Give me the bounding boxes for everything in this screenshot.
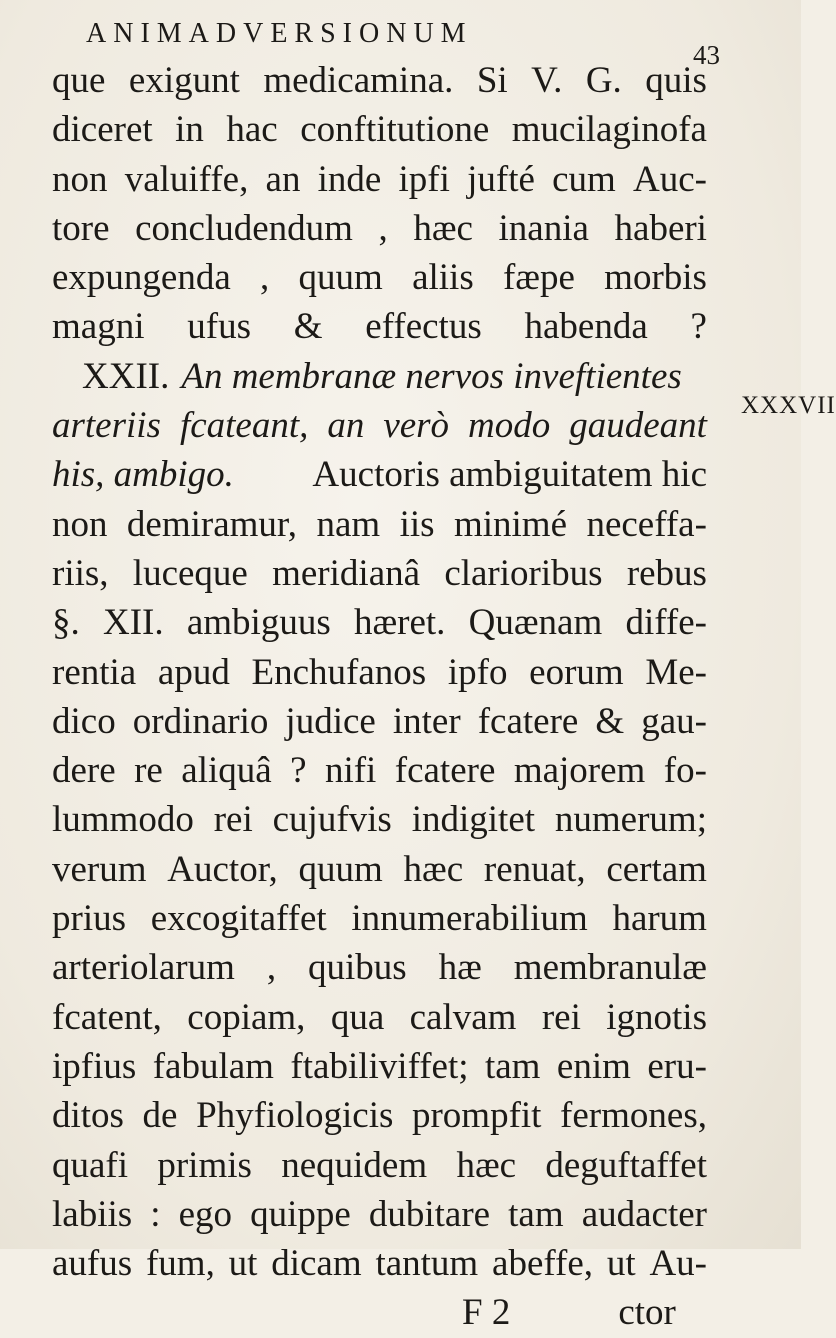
word: judice: [285, 700, 376, 742]
running-head: ANIMADVERSIONUM: [86, 18, 473, 49]
word: rei: [541, 996, 581, 1038]
word: innumerabilium: [351, 898, 588, 940]
text-line: [52, 1091, 707, 1140]
word: ut: [228, 1243, 258, 1285]
word: effectus: [365, 306, 482, 348]
word: dere: [52, 750, 116, 792]
word: nequidem: [281, 1144, 428, 1186]
italic-text: An membranæ nervos inveftientes: [181, 355, 682, 397]
word: dicam: [271, 1243, 362, 1285]
word: ftabiliviffet;: [290, 1045, 469, 1087]
word: prius: [52, 898, 126, 940]
word: rebus: [626, 552, 707, 594]
word: Au-: [649, 1243, 707, 1285]
italic-text: [52, 401, 707, 450]
text-line: [52, 746, 707, 795]
word: ego: [178, 1193, 233, 1235]
line-text: [52, 204, 707, 253]
line-text: [52, 943, 707, 992]
text-line: [52, 253, 707, 302]
line-text: [52, 993, 707, 1042]
line-text: [52, 1239, 707, 1288]
word: jufté: [467, 158, 535, 200]
word: G.: [585, 60, 622, 101]
line-text: Auctoris ambiguitatem hic: [312, 454, 707, 496]
word: meridianâ: [272, 552, 421, 594]
word: Quænam: [468, 602, 603, 644]
line-text: [52, 697, 707, 746]
line-text: [52, 500, 707, 549]
word: inde: [317, 158, 382, 200]
word: ufus: [187, 306, 251, 348]
word: harum: [612, 898, 707, 940]
line-text: [52, 56, 707, 105]
word: primis: [157, 1144, 252, 1186]
word: ordinario: [132, 700, 269, 742]
word: labiis: [52, 1193, 133, 1235]
text-line: [52, 943, 707, 992]
body-text: [52, 56, 707, 1338]
word: certam: [606, 848, 707, 890]
word: mucilaginofa: [511, 109, 707, 151]
text-line: [52, 894, 707, 943]
text-line: [52, 1141, 707, 1190]
text-line: [52, 648, 707, 697]
word: ipfius: [52, 1045, 137, 1087]
line-text: [52, 1091, 707, 1140]
word: tam: [484, 1045, 541, 1087]
text-line: [52, 795, 707, 844]
word: quum: [298, 848, 383, 890]
text-line: [52, 352, 707, 401]
word: nam: [316, 503, 381, 545]
word: quibus: [308, 947, 407, 989]
word: non: [52, 503, 108, 545]
word: hæ: [438, 947, 482, 989]
word: fcatent,: [52, 996, 162, 1038]
text-line: [52, 105, 707, 154]
word: prompfit: [411, 1095, 542, 1137]
text-line: [52, 155, 707, 204]
word: luceque: [132, 552, 248, 594]
line-text: [52, 1190, 707, 1239]
text-line: [52, 697, 707, 746]
word: magni: [52, 306, 145, 348]
word: cujufvis: [272, 799, 392, 841]
italic-text: his, ambigo.: [52, 454, 234, 496]
word: rentia: [52, 651, 137, 693]
text-line: [52, 598, 707, 647]
word: ?: [690, 306, 707, 348]
word: diffe-: [625, 602, 707, 644]
line-text: [52, 746, 707, 795]
line-text: [52, 795, 707, 844]
word: morbis: [604, 257, 707, 299]
word: ?: [290, 750, 307, 792]
word: quafi: [52, 1144, 129, 1186]
word: exigunt: [128, 60, 240, 101]
word: eru-: [647, 1045, 707, 1087]
word: §.: [52, 602, 80, 644]
word: expungenda: [52, 257, 231, 299]
word: in: [175, 109, 204, 151]
word: hac: [226, 109, 278, 151]
word: dico: [52, 700, 116, 742]
word: fæpe: [502, 257, 575, 299]
section-number: XXII.: [82, 355, 170, 397]
word: nifi: [324, 750, 377, 792]
word: gau-: [641, 700, 707, 742]
word: fermones,: [560, 1095, 707, 1137]
word: lummodo: [52, 799, 194, 841]
word: tore: [52, 207, 110, 249]
word: medicamina.: [263, 60, 454, 101]
word: concludendum: [135, 207, 353, 249]
word: valuiffe,: [124, 158, 249, 200]
word: ,: [260, 257, 270, 299]
word: majorem: [513, 750, 646, 792]
word: membranulæ: [513, 947, 707, 989]
word: V.: [531, 60, 563, 101]
word: haberi: [614, 207, 707, 249]
text-line: [52, 302, 707, 351]
word: re: [134, 750, 163, 792]
text-line: [52, 1042, 707, 1091]
line-text: [52, 253, 707, 302]
word: Enchufanos: [251, 651, 427, 693]
word: inter: [392, 700, 461, 742]
word: ,: [378, 207, 388, 249]
word: aliis: [412, 257, 474, 299]
word: quis: [645, 60, 707, 101]
word: qua: [330, 996, 385, 1038]
word: conftitutione: [300, 109, 490, 151]
word: riis,: [52, 552, 109, 594]
text-line: [52, 450, 707, 499]
word: rei: [213, 799, 253, 841]
word: dubitare: [368, 1193, 491, 1235]
word: hæc: [403, 848, 464, 890]
line-text: [52, 155, 707, 204]
line-text: [52, 302, 707, 351]
word: fum,: [145, 1243, 215, 1285]
word: Auc-: [633, 158, 707, 200]
word: ,: [266, 947, 277, 989]
text-line: [52, 1190, 707, 1239]
word: XII.: [102, 602, 164, 644]
word: arteriis: [52, 405, 161, 447]
word: &: [595, 700, 625, 742]
word: :: [150, 1193, 161, 1235]
word: tam: [508, 1193, 564, 1235]
word: an: [265, 158, 301, 200]
word: numerum;: [554, 799, 707, 841]
text-line: [52, 993, 707, 1042]
word: verum: [52, 848, 147, 890]
word: non: [52, 158, 108, 200]
line-text: [52, 105, 707, 154]
word: ipfi: [398, 158, 450, 200]
word: Si: [476, 60, 508, 101]
word: apud: [157, 651, 230, 693]
word: demiramur,: [126, 503, 298, 545]
word: calvam: [409, 996, 517, 1038]
text-line: [52, 549, 707, 598]
word: renuat,: [483, 848, 586, 890]
word: abeffe,: [492, 1243, 594, 1285]
word: fabulam: [152, 1045, 274, 1087]
word: fcateant,: [179, 405, 309, 447]
word: gaudeant: [569, 405, 707, 447]
line-text: [52, 845, 707, 894]
word: cum: [552, 158, 616, 200]
footer-line: [52, 1288, 707, 1337]
word: fcatere: [477, 700, 579, 742]
word: verò: [383, 405, 450, 447]
text-line: [52, 401, 707, 450]
word: iis: [399, 503, 435, 545]
line-text: [52, 1042, 707, 1091]
word: fcatere: [394, 750, 496, 792]
word: deguftaffet: [545, 1144, 707, 1186]
word: &: [293, 306, 323, 348]
line-text: [52, 549, 707, 598]
text-line: [52, 1239, 707, 1288]
word: ditos: [52, 1095, 124, 1137]
word: an: [327, 405, 365, 447]
page-number: 43: [693, 40, 720, 70]
word: neceffa-: [586, 503, 707, 545]
word: inania: [498, 207, 589, 249]
line-text: [52, 1141, 707, 1190]
word: habenda: [524, 306, 648, 348]
word: fo-: [663, 750, 707, 792]
text-line: [52, 500, 707, 549]
word: hæc: [456, 1144, 517, 1186]
word: minimé: [453, 503, 568, 545]
word: eorum: [529, 651, 624, 693]
signature-mark: F 2: [462, 1292, 511, 1334]
word: ipfo: [447, 651, 508, 693]
line-text: [52, 598, 707, 647]
word: audacter: [581, 1193, 707, 1235]
word: quippe: [250, 1193, 351, 1235]
word: Phyfiologicis: [196, 1095, 394, 1137]
word: excogitaffet: [150, 898, 327, 940]
word: quum: [298, 257, 383, 299]
word: aliquâ: [181, 750, 272, 792]
catchword: ctor: [618, 1292, 676, 1334]
word: hæc: [413, 207, 473, 249]
line-text: [52, 894, 707, 943]
text-line: [52, 56, 707, 105]
word: ignotis: [606, 996, 707, 1038]
word: hæret.: [353, 602, 446, 644]
word: arteriolarum: [52, 947, 235, 989]
word: diceret: [52, 109, 153, 151]
text-line: [52, 204, 707, 253]
word: Auctor,: [167, 848, 278, 890]
word: de: [142, 1095, 178, 1137]
line-text: [52, 648, 707, 697]
word: clarioribus: [444, 552, 603, 594]
word: tantum: [375, 1243, 479, 1285]
text-line: [52, 845, 707, 894]
word: enim: [556, 1045, 631, 1087]
word: indigitet: [411, 799, 536, 841]
word: Me-: [645, 651, 707, 693]
word: ut: [606, 1243, 636, 1285]
word: copiam,: [187, 996, 306, 1038]
word: que: [52, 60, 106, 101]
marginal-note: XXXVII: [741, 392, 836, 419]
word: ambiguus: [186, 602, 331, 644]
word: aufus: [52, 1243, 133, 1285]
word: modo: [468, 405, 551, 447]
